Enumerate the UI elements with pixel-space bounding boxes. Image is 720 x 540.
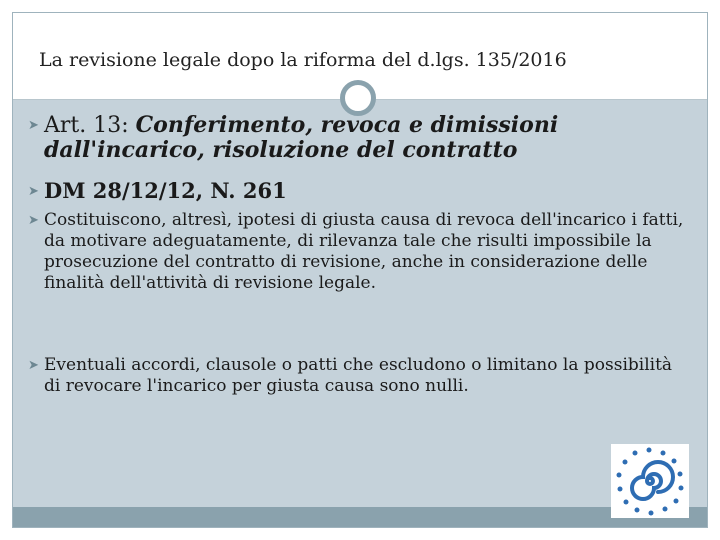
arrow-bullet-icon: ➤ xyxy=(28,213,39,228)
bullet-text: Eventuali accordi, clausole o patti che escludono o limitano la possibilità di revocare l'incarico per giusta causa sono nulli. xyxy=(44,355,673,396)
bullet-text xyxy=(44,113,678,163)
bullet-accordi xyxy=(28,355,688,397)
bullet-emphasis: Conferimento, revoca e dimissioni dall'incarico, risoluzione del contratto xyxy=(44,112,559,163)
bullet-dm xyxy=(28,179,287,203)
arrow-bullet-icon: ➤ xyxy=(28,358,39,373)
bottom-bar xyxy=(13,507,707,527)
slide-title: La revisione legale dopo la riforma del d.lgs. 135/2016 xyxy=(39,49,567,71)
bullet-text: DM 28/12/12, N. 261 xyxy=(44,178,287,203)
arrow-bullet-icon: ➤ xyxy=(28,118,39,133)
spiral-logo-icon xyxy=(611,444,689,518)
bullet-giusta-causa xyxy=(28,210,688,294)
bullet-prefix: Art. 13: xyxy=(44,113,136,138)
ring-ornament-icon xyxy=(340,80,376,116)
bullet-article xyxy=(28,113,678,163)
bullet-text: Costituiscono, altresì, ipotesi di giusta causa di revoca dell'incarico i fatti, da motivare adeguatamente, di rilevanza tale che risulti impossibile la prosecuzione del contratto di revisione, anche in considerazione delle finalità dell'attività di revisione legale. xyxy=(44,210,684,293)
arrow-bullet-icon: ➤ xyxy=(28,184,39,199)
